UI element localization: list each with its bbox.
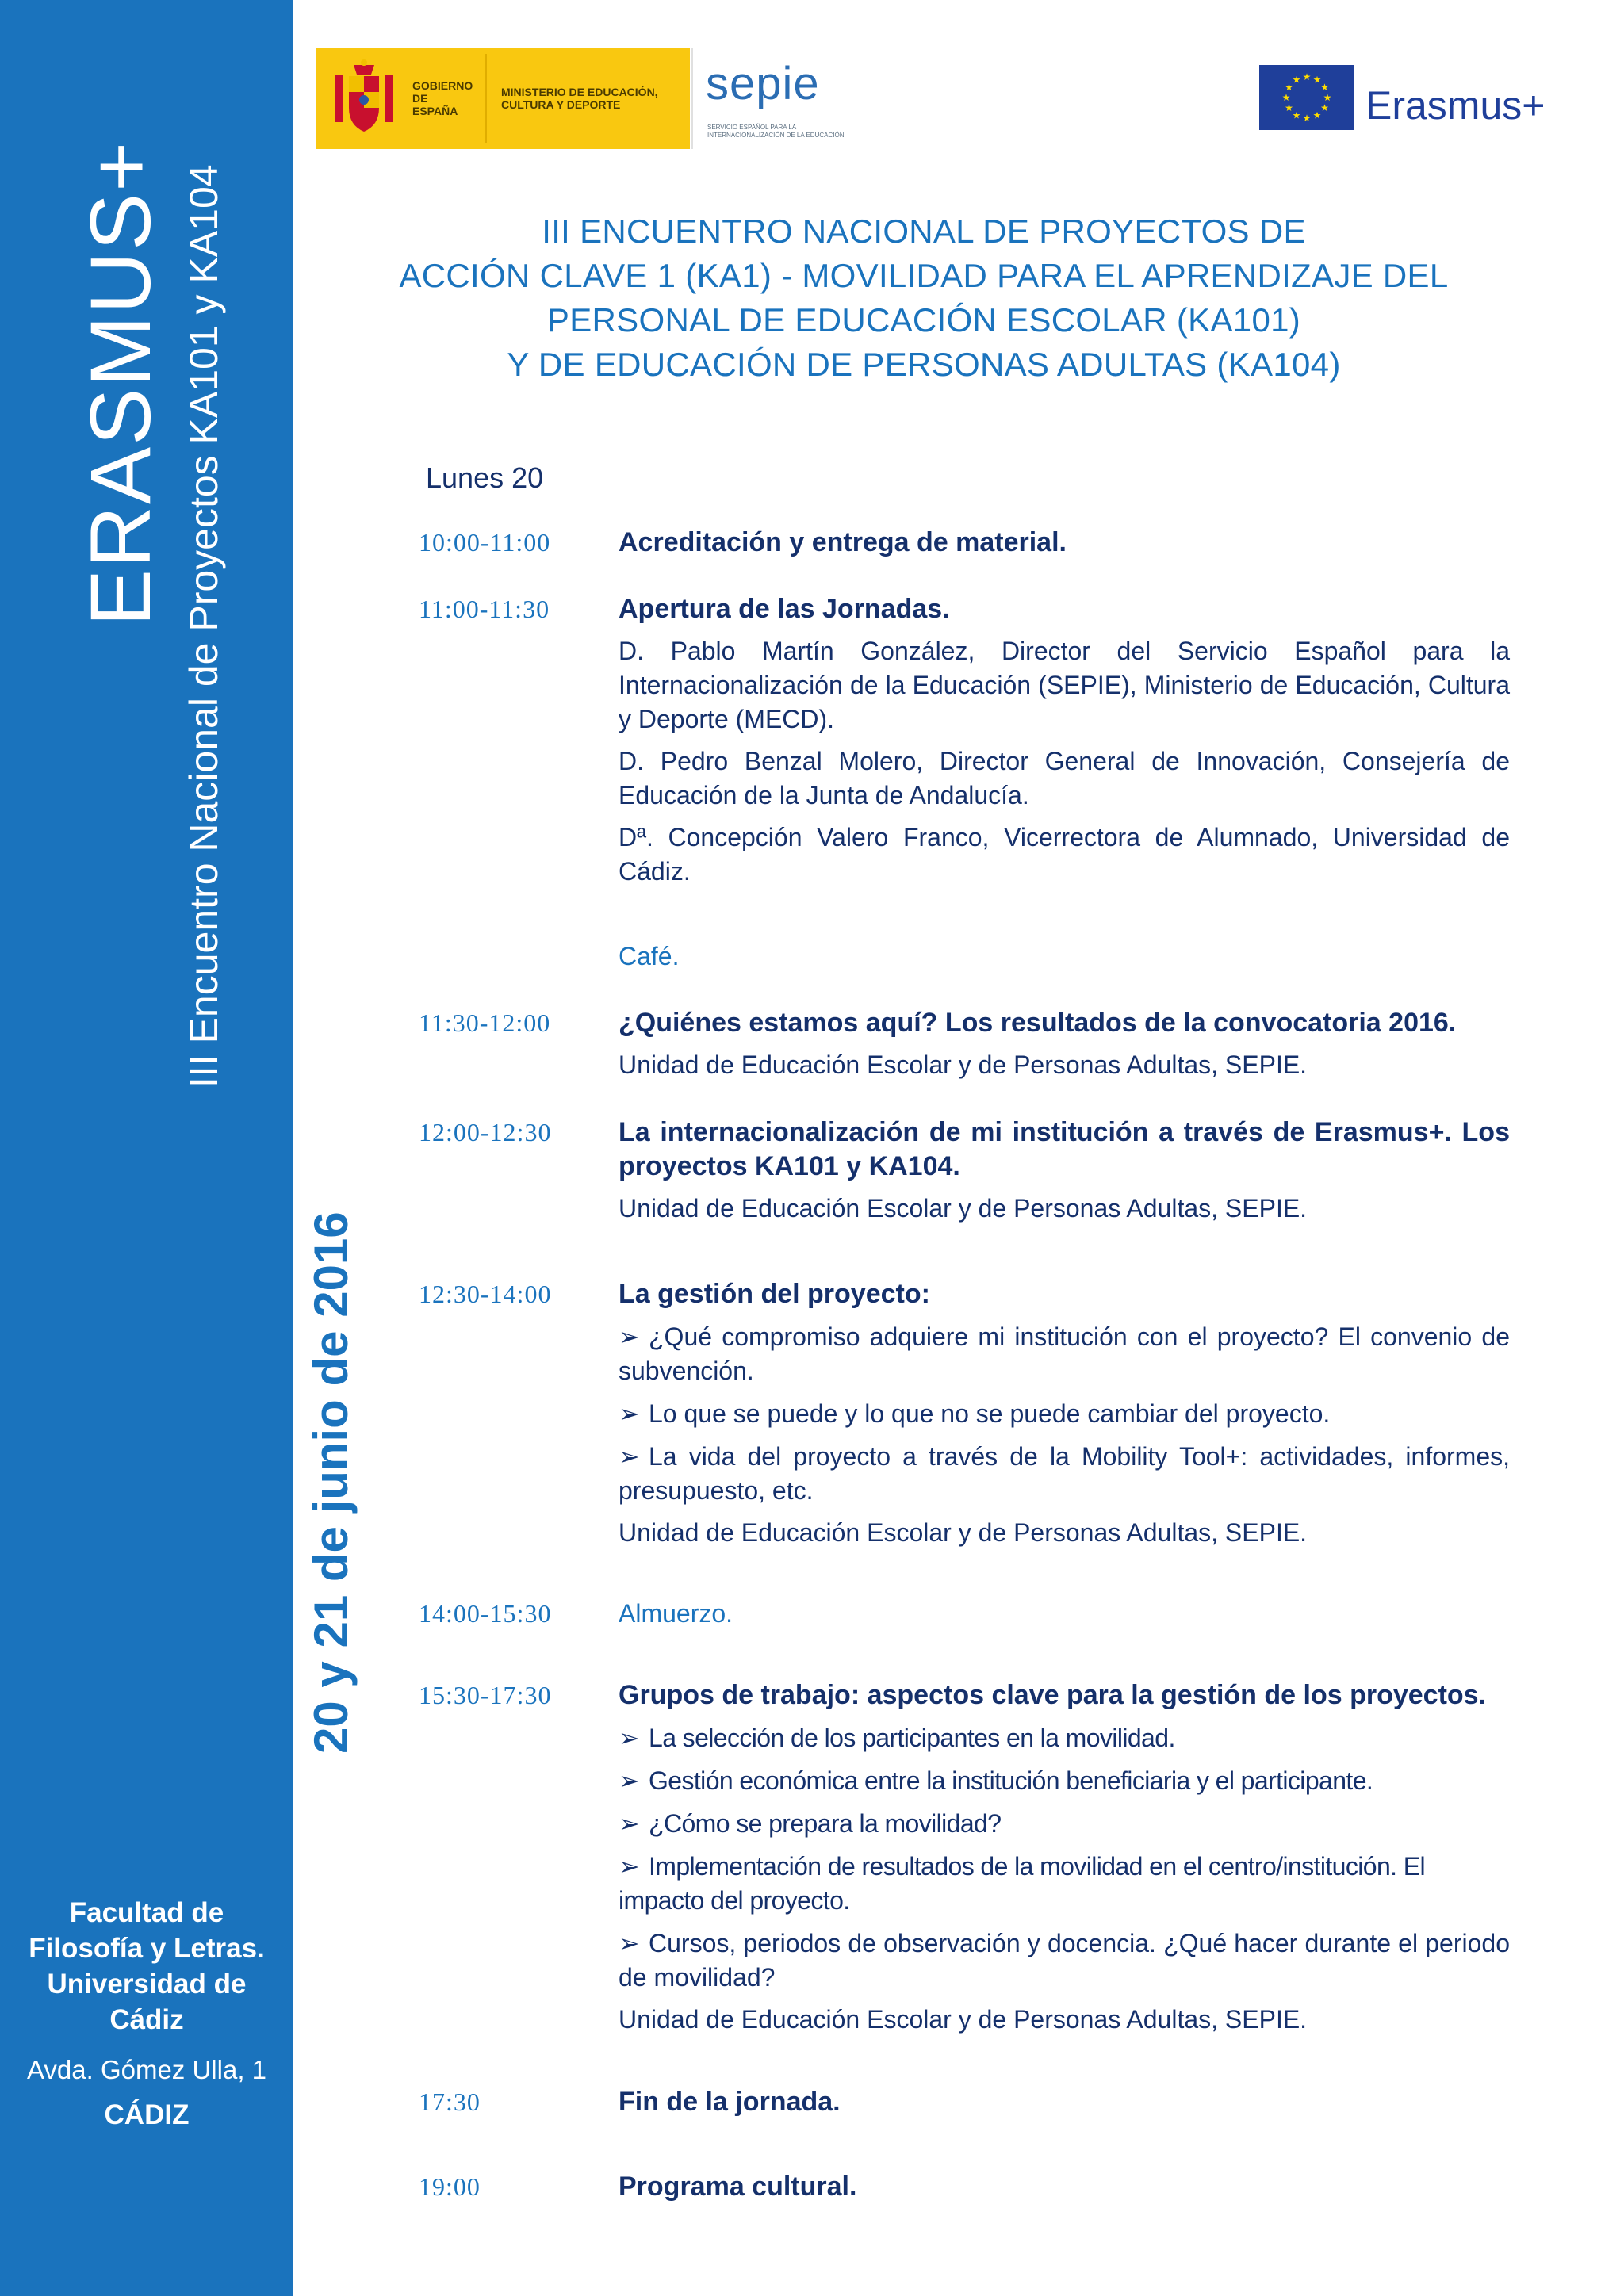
day-label: Lunes 20 — [426, 461, 544, 494]
venue-city: CÁDIZ — [104, 2099, 190, 2130]
star-icon: ★ — [1312, 109, 1322, 121]
sepie-logo — [691, 48, 864, 149]
item-time: 15:30-17:30 — [419, 1681, 552, 1709]
ministry-label: MINISTERIO DE EDUCACIÓN, CULTURA Y DEPORTE — [501, 86, 658, 111]
event-date: 20 y 21 de junio de 2016 — [304, 1211, 358, 1754]
sidebar-brand: ERASMUS+ — [72, 140, 168, 626]
venue-line: Facultad de — [69, 1897, 224, 1928]
arrow-right-icon: ➢ — [619, 1929, 640, 1957]
page-title — [373, 209, 1475, 387]
venue-name — [0, 1895, 293, 2038]
star-icon: ★ — [1285, 102, 1293, 113]
item-heading: Programa cultural. — [619, 2172, 857, 2202]
item-speaker: D. Pablo Martín González, Director del Servicio Español para la Internacionalización de la Educación (SEPIE), Ministerio de Educación, Cultura y Deporte (MECD). — [619, 637, 1510, 733]
item-time: 11:30-12:00 — [419, 1008, 551, 1037]
list-item — [619, 1807, 1510, 1841]
arrow-right-icon: ➢ — [619, 1809, 640, 1838]
item-break: Almuerzo. — [619, 1599, 733, 1628]
star-icon: ★ — [1281, 92, 1291, 103]
item-heading: ¿Quiénes estamos aquí? Los resultados de la convocatoria 2016. — [619, 1008, 1457, 1038]
list-item — [619, 1764, 1510, 1798]
coat-of-arms-icon — [330, 59, 398, 138]
star-icon: ★ — [1320, 102, 1329, 113]
list-item — [619, 1721, 1510, 1755]
star-icon: ★ — [1320, 82, 1329, 93]
star-icon: ★ — [1302, 71, 1312, 82]
item-speaker: Unidad de Educación Escolar y de Personas Adultas, SEPIE. — [619, 1194, 1308, 1223]
arrow-right-icon: ➢ — [619, 1322, 640, 1351]
venue-line: Universidad de — [47, 1969, 247, 1999]
item-time: 12:00-12:30 — [419, 1118, 552, 1146]
arrow-right-icon: ➢ — [619, 1442, 640, 1471]
eu-flag-icon — [1259, 65, 1354, 130]
list-item-text: ¿Cómo se prepara la movilidad? — [649, 1809, 1002, 1838]
list-item-text: La vida del proyecto a través de la Mobility Tool+: actividades, informes, presupuesto, etc. — [619, 1442, 1510, 1505]
venue-address: Avda. Gómez Ulla, 1 — [26, 2055, 267, 2084]
arrow-right-icon: ➢ — [619, 1724, 640, 1752]
star-icon: ★ — [1312, 74, 1322, 86]
item-time: 11:00-11:30 — [419, 595, 550, 623]
erasmus-wordmark: Erasmus+ — [1365, 83, 1545, 128]
list-item — [619, 1927, 1510, 1995]
item-time: 19:00 — [419, 2172, 481, 2201]
item-time: 17:30 — [419, 2087, 481, 2116]
list-item — [619, 1440, 1510, 1508]
item-heading: Acreditación y entrega de material. — [619, 527, 1067, 557]
star-icon: ★ — [1302, 113, 1312, 124]
item-speaker: Unidad de Educación Escolar y de Personas Adultas, SEPIE. — [619, 2005, 1308, 2034]
title-line: ACCIÓN CLAVE 1 (KA1) - MOVILIDAD PARA EL APRENDIZAJE DEL — [399, 257, 1449, 294]
item-break: Café. — [619, 942, 680, 970]
venue-line: Filosofía y Letras. — [29, 1933, 265, 1964]
list-item-text: Lo que se puede y lo que no se puede cambiar del proyecto. — [649, 1399, 1331, 1428]
arrow-right-icon: ➢ — [619, 1852, 640, 1881]
arrow-right-icon: ➢ — [619, 1766, 640, 1795]
sidebar-subtitle: III Encuentro Nacional de Proyectos KA101 y KA104 — [182, 164, 226, 1088]
title-line: Y DE EDUCACIÓN DE PERSONAS ADULTAS (KA104) — [507, 346, 1341, 383]
list-item-text: Implementación de resultados de la movilidad en el centro/institución. El impacto del proyecto. — [619, 1852, 1425, 1915]
list-item-text: La selección de los participantes en la movilidad. — [649, 1724, 1175, 1752]
item-time: 10:00-11:00 — [419, 528, 551, 557]
list-item — [619, 1397, 1510, 1431]
arrow-right-icon: ➢ — [619, 1399, 640, 1428]
star-icon: ★ — [1292, 109, 1301, 121]
star-icon: ★ — [1285, 82, 1293, 93]
venue — [0, 1895, 293, 2131]
star-icon: ★ — [1323, 92, 1332, 103]
title-line: PERSONAL DE EDUCACIÓN ESCOLAR (KA101) — [546, 301, 1301, 339]
item-heading: Grupos de trabajo: aspectos clave para la gestión de los proyectos. — [619, 1680, 1487, 1710]
item-speaker: D. Pedro Benzal Molero, Director General de Innovación, Consejería de Educación de la Junta de Andalucía. — [619, 747, 1510, 809]
item-speaker: Dª. Concepción Valero Franco, Vicerrectora de Alumnado, Universidad de Cádiz. — [619, 823, 1510, 886]
item-time: 12:30-14:00 — [419, 1280, 552, 1308]
gov-label: GOBIERNO DE ESPAÑA — [412, 79, 473, 117]
government-logo — [316, 48, 690, 149]
list-item-text: ¿Qué compromiso adquiere mi institución con el proyecto? El convenio de subvención. — [619, 1322, 1510, 1385]
erasmus-logo — [1259, 65, 1576, 136]
list-item — [619, 1850, 1510, 1918]
list-item-text: Gestión económica entre la institución beneficiaria y el participante. — [649, 1766, 1373, 1795]
list-item-text: Cursos, periodos de observación y docencia. ¿Qué hacer durante el periodo de movilidad? — [619, 1929, 1510, 1992]
item-heading: La gestión del proyecto: — [619, 1279, 930, 1309]
logo-divider — [485, 54, 487, 143]
item-heading: Fin de la jornada. — [619, 2087, 841, 2117]
item-speaker: Unidad de Educación Escolar y de Personas Adultas, SEPIE. — [619, 1050, 1308, 1079]
item-time: 14:00-15:30 — [419, 1599, 552, 1628]
title-line: III ENCUENTRO NACIONAL DE PROYECTOS DE — [542, 212, 1306, 250]
sepie-tagline: SERVICIO ESPAÑOL PARA LA INTERNACIONALIZACIÓN DE LA EDUCACIÓN — [707, 124, 845, 139]
venue-line: Cádiz — [109, 2004, 184, 2035]
star-icon: ★ — [1292, 74, 1301, 86]
list-item — [619, 1320, 1510, 1388]
item-heading: La internacionalización de mi institución a través de Erasmus+. Los proyectos KA101 y KA104. — [619, 1117, 1510, 1181]
item-speaker: Unidad de Educación Escolar y de Personas Adultas, SEPIE. — [619, 1518, 1308, 1547]
sepie-wordmark: sepie — [706, 58, 820, 109]
item-heading: Apertura de las Jornadas. — [619, 594, 950, 624]
sidebar — [0, 0, 293, 2296]
